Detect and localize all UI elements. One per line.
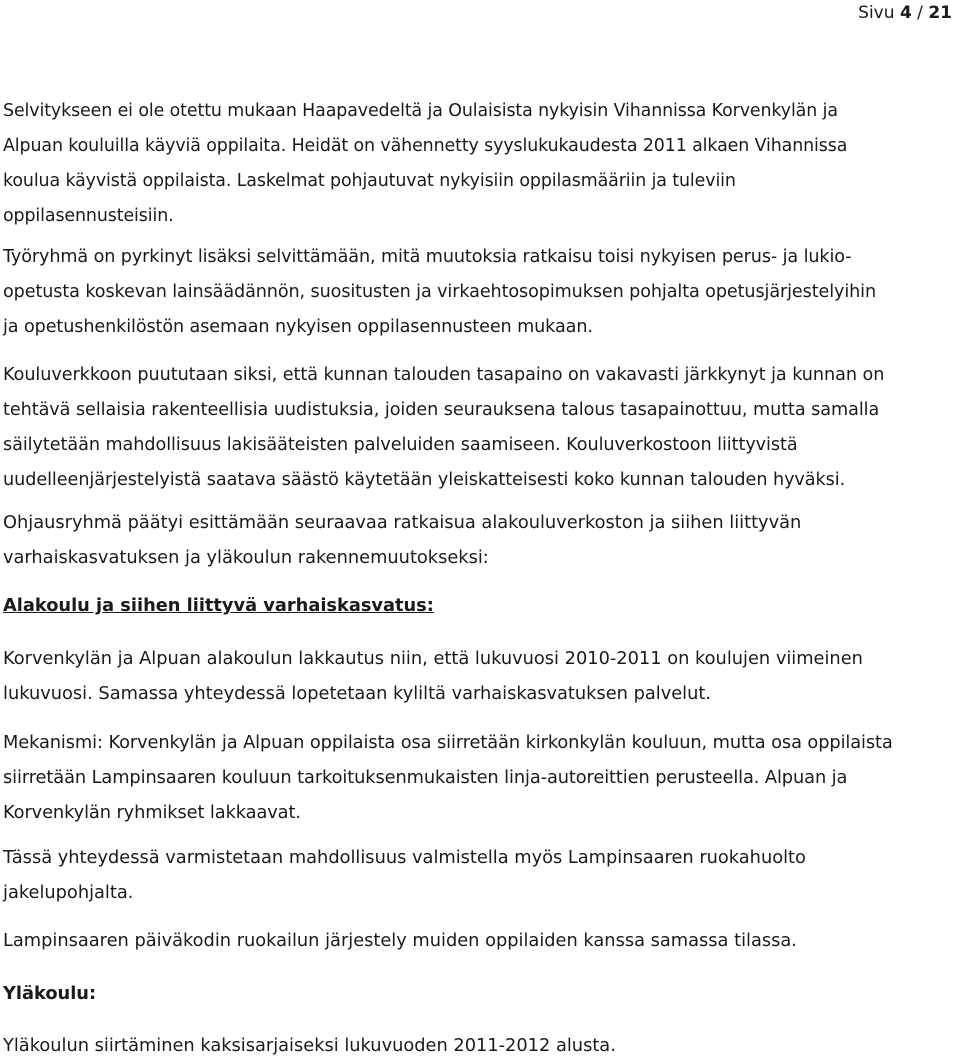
- heading-upper-school: Yläkoulu:: [3, 983, 97, 1004]
- paragraph-school-closure: Korvenkylän ja Alpuan alakoulun lakkautus niin, että lukuvuosi 2010-2011 on koulujen viimeinen lukuvuosi. Samassa yhteydessä lopetetaan kyliltä varhaiskasvatuksen palvelut.: [3, 648, 863, 704]
- paragraph-school-network: Kouluverkkoon puututaan siksi, että kunnan talouden tasapaino on vakavasti järkkynyt ja kunnan on tehtävä sellaisia rakenteellisia uudistuksia, joiden seurauksena talous tasapainottuu, mutta samalla säilytetään mahdollisuus lakisääteisten palveluiden saamiseen. Kouluverkostoon liittyvistä uudelleenjärjestelyistä saatava säästö käytetään yleiskatteisesti koko kunnan talouden hyväksi.: [3, 365, 885, 490]
- page-total: 21: [928, 3, 952, 23]
- paragraph-food-service: Tässä yhteydessä varmistetaan mahdollisuus valmistella myös Lampinsaaren ruokahuolto jakelupohjalta.: [3, 847, 806, 903]
- paragraph-daycare-dining: Lampinsaaren päiväkodin ruokailun järjestely muiden oppilaiden kanssa samassa tilassa.: [3, 930, 797, 951]
- paragraph-upper-school: Yläkoulun siirtäminen kaksisarjaiseksi lukuvuoden 2011-2012 alusta.: [3, 1035, 616, 1056]
- page-current: 4: [899, 3, 912, 23]
- paragraph-mechanism: Mekanismi: Korvenkylän ja Alpuan oppilaista osa siirretään kirkonkylän kouluun, mutta osa oppilaista siirretään Lampinsaaren kouluun tarkoituksenmukaisten linja-autoreittien perusteella. Alpuan ja Korvenkylän ryhmikset lakkaavat.: [3, 732, 893, 823]
- heading-primary-school: Alakoulu ja siihen liittyvä varhaiskasvatus:: [3, 595, 434, 616]
- page-prefix: Sivu: [858, 3, 900, 23]
- paragraph-working-group: Työryhmä on pyrkinyt lisäksi selvittämään, mitä muutoksia ratkaisu toisi nykyisen perus- ja lukio- opetusta koskevan lainsäädännön, suositusten ja virkaehtosopimuksen pohjalta opetusjärjestelyihin ja opetushenkilöstön asemaan nykyisen oppilasennusteen mukaan.: [3, 247, 877, 337]
- paragraph-steering-group: Ohjausryhmä päätyi esittämään seuraavaa ratkaisua alakouluverkoston ja siihen liittyvän varhaiskasvatuksen ja yläkoulun rakennemuutokseksi:: [3, 512, 802, 568]
- page-separator: /: [911, 3, 929, 23]
- paragraph-excluded-pupils: Selvitykseen ei ole otettu mukaan Haapavedeltä ja Oulaisista nykyisin Vihannissa Korvenkylän ja Alpuan kouluilla käyviä oppilaita. Heidät on vähennetty syyslukukaudesta 2011 alkaen Vihannissa koulua käyvistä oppilaista. Laskelmat pohjautuvat nykyisiin oppilasmääriin ja tuleviin oppilasennusteisiin.: [3, 101, 848, 226]
- page-number: [858, 2, 952, 24]
